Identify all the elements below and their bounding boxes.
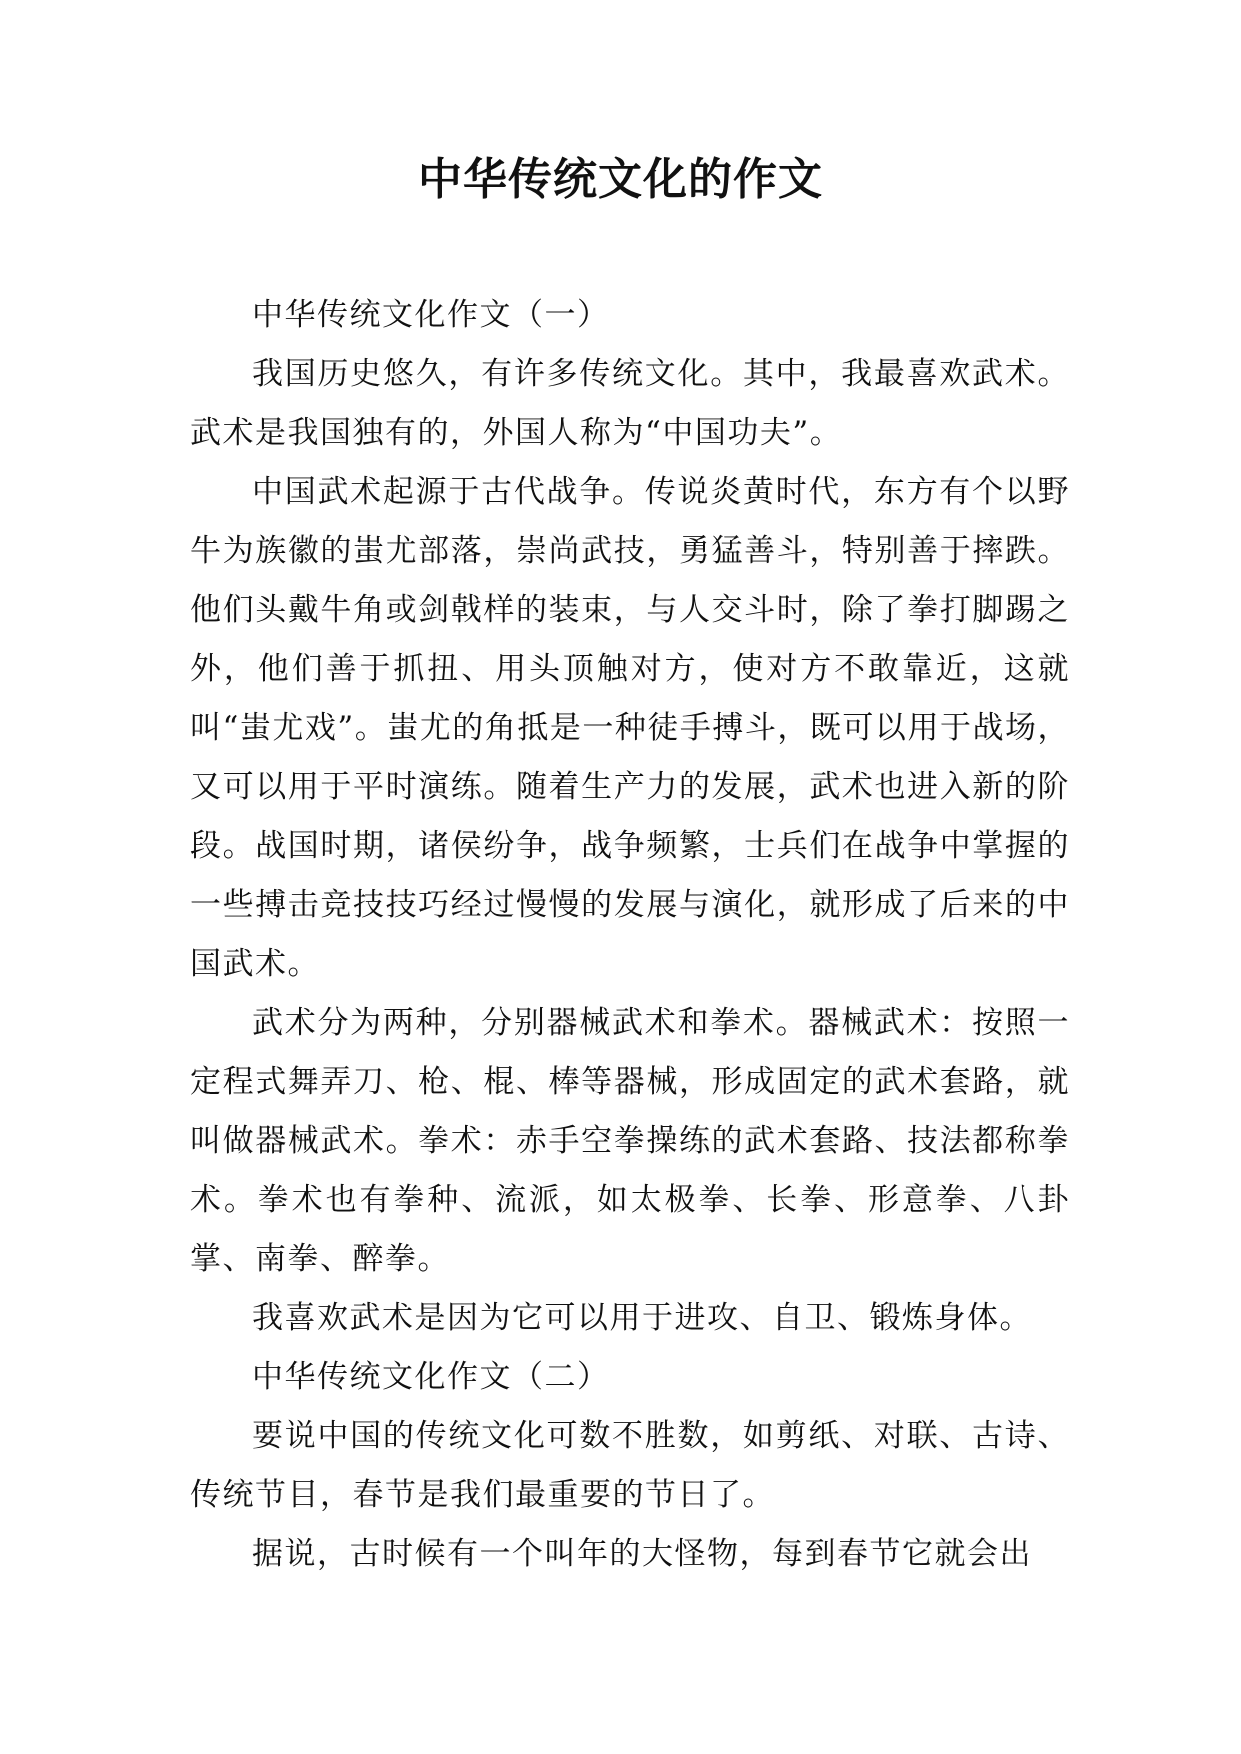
document-body	[190, 286, 1070, 1584]
paragraph-origin: 中国武术起源于古代战争。传说炎黄时代，东方有个以野牛为族徽的蚩尤部落，崇尚武技，勇猛善斗，特别善于摔跌。他们头戴牛角或剑戟样的装束，与人交斗时，除了拳打脚踢之外，他们善于抓扭、用头顶触对方，使对方不敢靠近，这就叫“蚩尤戏”。蚩尤的角抵是一种徒手搏斗，既可以用于战场，又可以用于平时演练。随着生产力的发展，武术也进入新的阶段。战国时期，诸侯纷争，战争频繁，士兵们在战争中掌握的一些搏击竞技技巧经过慢慢的发展与演化，就形成了后来的中国武术。	[190, 474, 1070, 982]
paragraph-types: 武术分为两种，分别器械武术和拳术。器械武术：按照一定程式舞弄刀、枪、棍、棒等器械，形成固定的武术套路，就叫做器械武术。拳术：赤手空拳操练的武术套路、技法都称拳术。拳术也有拳种、流派，如太极拳、长拳、形意拳、八卦掌、南拳、醉拳。	[190, 1005, 1070, 1277]
section-heading-2: 中华传统文化作文（二）	[252, 1359, 610, 1395]
paragraph-intro: 我国历史悠久，有许多传统文化。其中，我最喜欢武术。武术是我国独有的，外国人称为“中国功夫”。	[190, 356, 1070, 451]
paragraph-spring-festival: 要说中国的传统文化可数不胜数，如剪纸、对联、古诗、传统节目，春节是我们最重要的节日了。	[190, 1418, 1070, 1513]
section-heading-1: 中华传统文化作文（一）	[252, 297, 610, 333]
paragraph-legend: 据说，古时候有一个叫年的大怪物，每到春节它就会出	[252, 1536, 1032, 1572]
paragraph-reason: 我喜欢武术是因为它可以用于进攻、自卫、锻炼身体。	[252, 1300, 1032, 1336]
document-title: 中华传统文化的作文	[418, 154, 823, 205]
